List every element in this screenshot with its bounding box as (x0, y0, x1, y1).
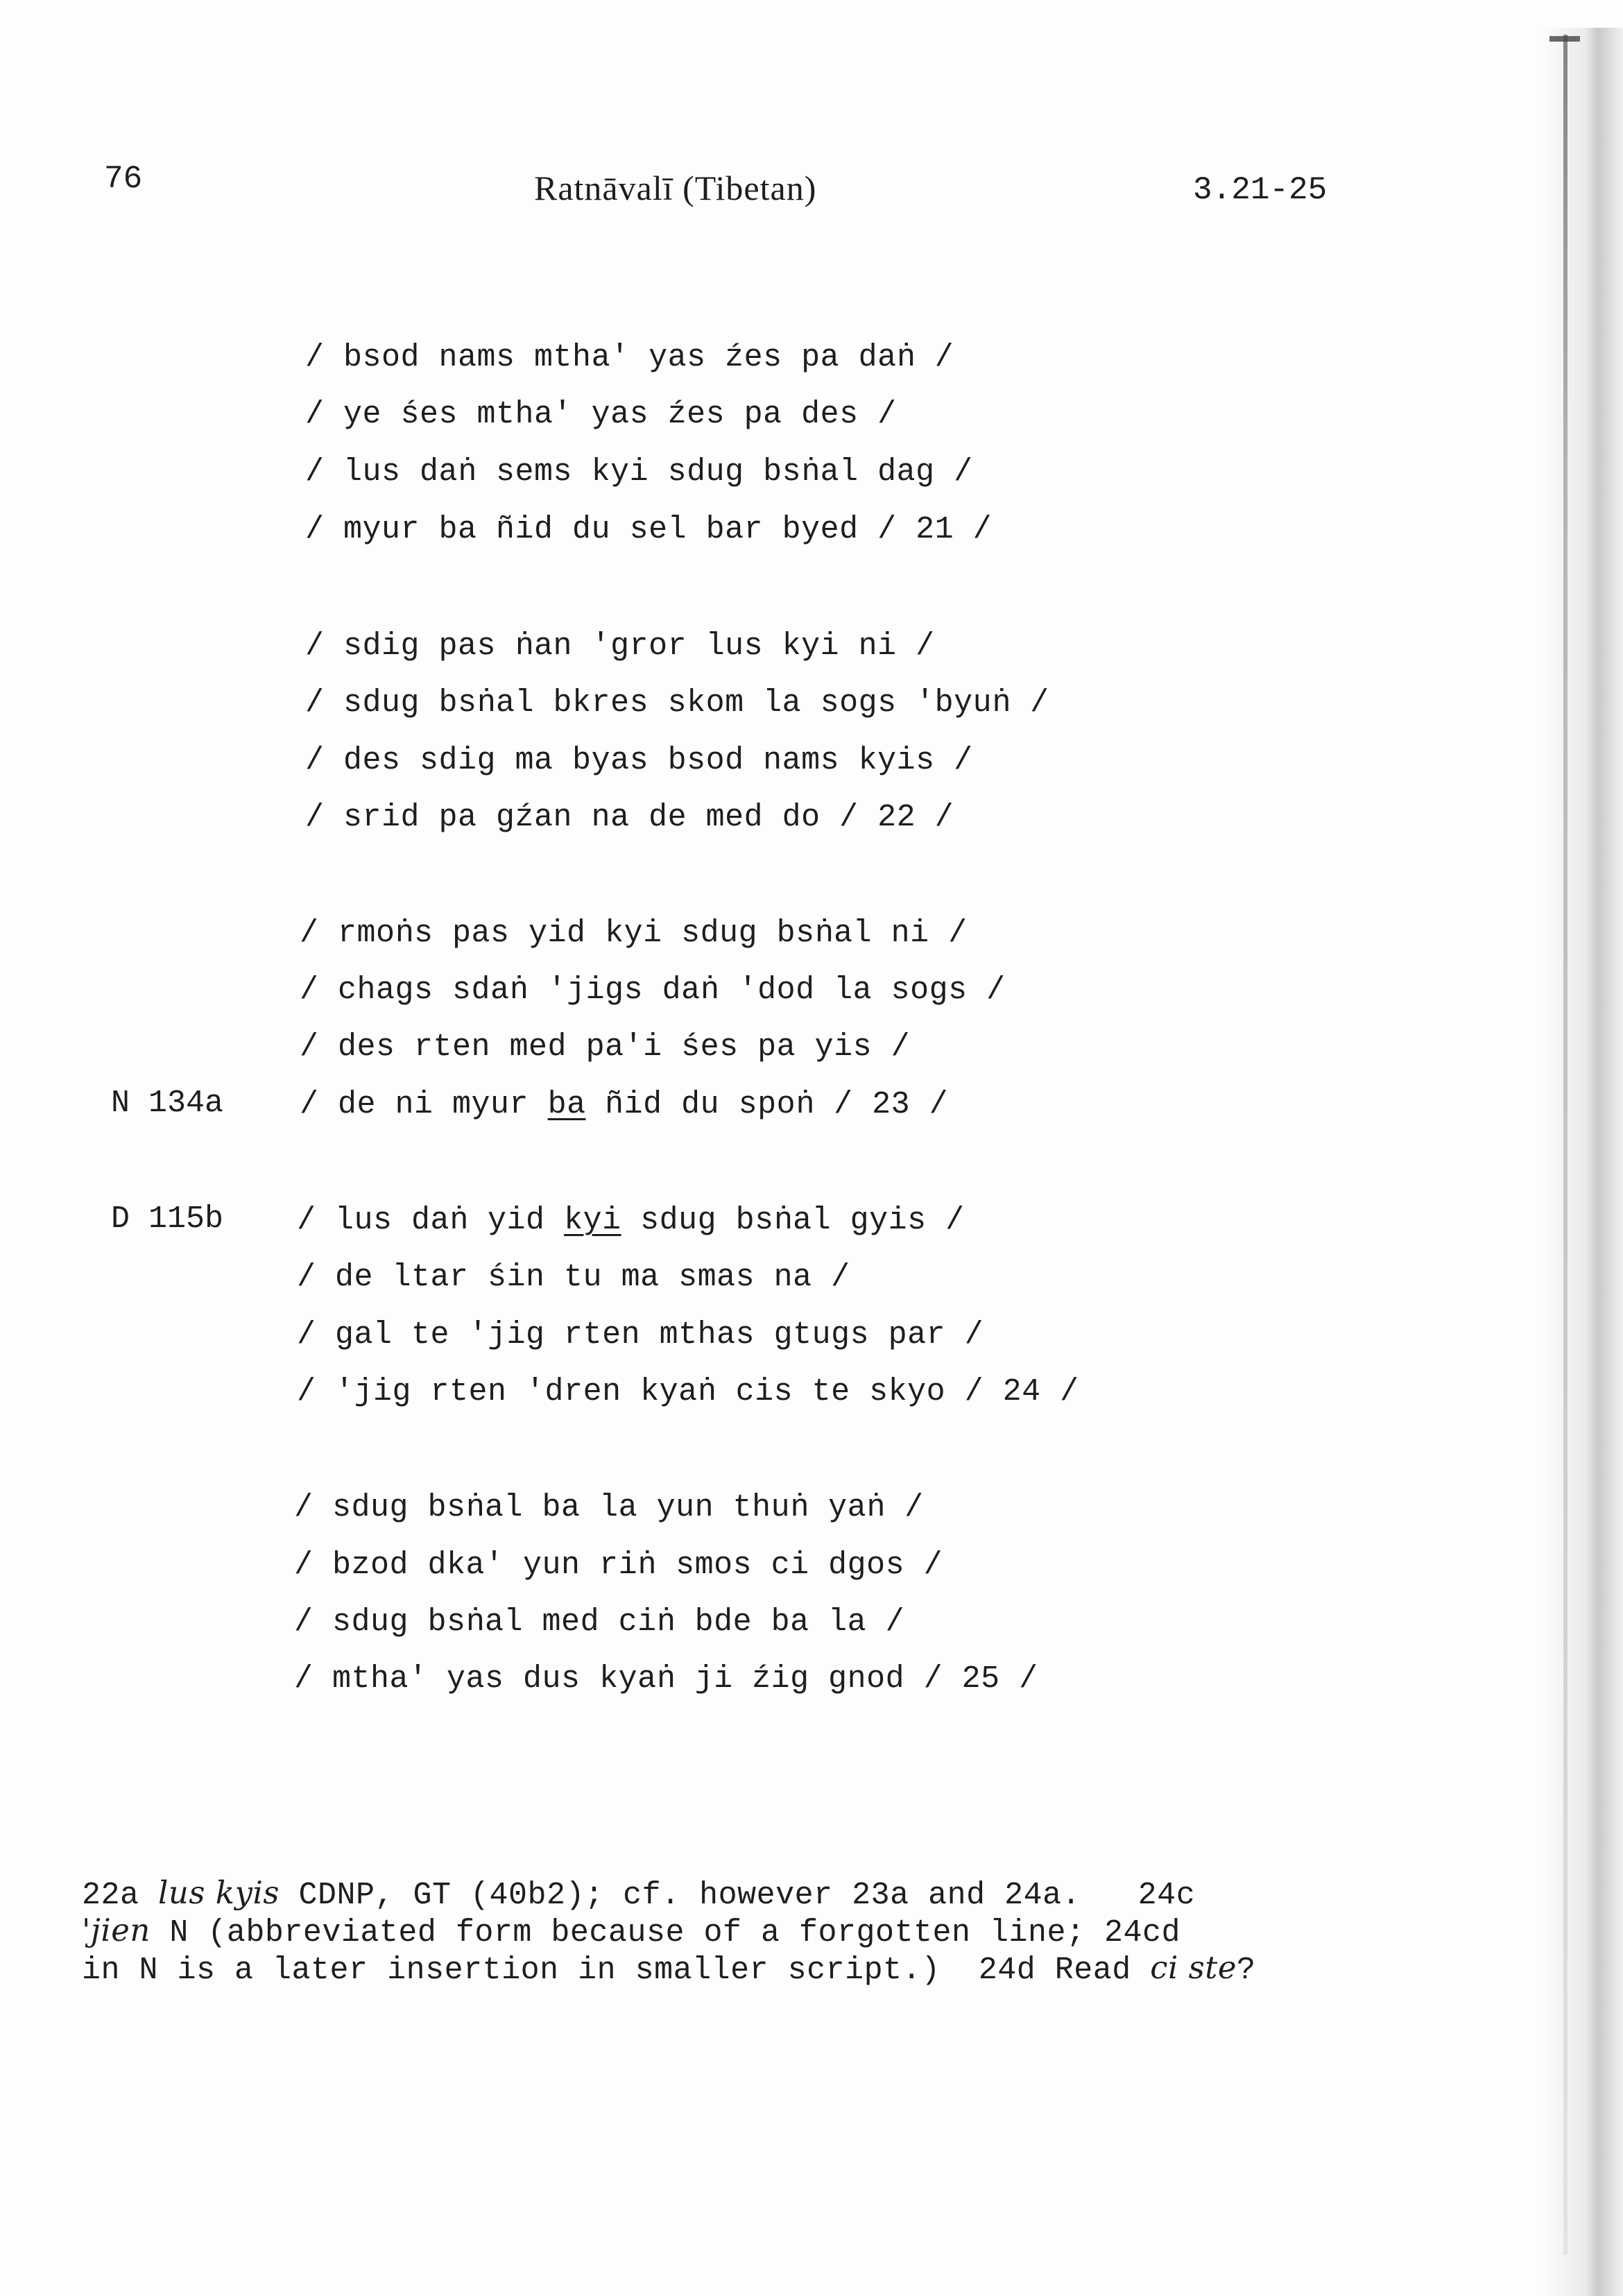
verse-line: / srid pa gźan na de med do / 22 / (305, 800, 954, 835)
margin-folio-reference: N 134a (111, 1086, 224, 1121)
verse-line: / de ni myur ba ñid du spoṅ / 23 / (300, 1087, 949, 1122)
verse-line: / gal te 'jig rten mthas gtugs par / (297, 1317, 984, 1353)
verse-line: / mtha' yas dus kyaṅ ji źig gnod / 25 / (294, 1661, 1038, 1697)
verse-line: / des rten med pa'i śes pa yis / (300, 1029, 911, 1065)
verse-line: / bsod nams mtha' yas źes pa daṅ / (305, 340, 954, 375)
underlined-word: ba (547, 1087, 586, 1122)
section-reference: 3.21-25 (1193, 172, 1328, 208)
verse-line: / rmoṅs pas yid kyi sdug bsṅal ni / (300, 916, 968, 951)
verse-line: / chags sdaṅ 'jigs daṅ 'dod la sogs / (300, 973, 1006, 1008)
verse-line: / sdig pas ṅan 'gror lus kyi ni / (305, 628, 935, 664)
footnote-line: in N is a later insertion in smaller script.) 24d Read ci ste? (82, 1949, 1256, 1988)
page-number: 76 (104, 161, 143, 197)
underlined-word: kyi (564, 1203, 621, 1238)
verse-line: / sdug bsṅal med ciṅ bde ba la / (294, 1604, 905, 1640)
verse-line: / 'jig rten 'dren kyaṅ cis te skyo / 24 / (297, 1374, 1079, 1410)
footnote-line: 22a lus kyis CDNP, GT (40b2); cf. however 23a and 24a. 24c (82, 1874, 1196, 1913)
scan-binding-shadow (1540, 28, 1623, 2296)
margin-folio-reference: D 115b (111, 1201, 224, 1237)
verse-line: / ye śes mtha' yas źes pa des / (305, 397, 897, 432)
verse-line: / myur ba ñid du sel bar byed / 21 / (305, 512, 993, 547)
scan-binding-line (1563, 35, 1568, 2254)
verse-line: / bzod dka' yun riṅ smos ci dgos / (294, 1548, 943, 1583)
verse-line: / lus daṅ yid kyi sdug bsṅal gyis / (297, 1203, 965, 1238)
verse-line: / lus daṅ sems kyi sdug bsṅal dag / (305, 454, 973, 490)
verse-line: / sdug bsṅal ba la yun thuṅ yaṅ / (294, 1490, 924, 1525)
running-title: Ratnāvalī (Tibetan) (534, 169, 817, 207)
footnote-line: 'jien N (abbreviated form because of a forgotten line; 24cd (82, 1912, 1181, 1951)
verse-line: / des sdig ma byas bsod nams kyis / (305, 743, 973, 778)
verse-line: / sdug bsṅal bkres skom la sogs 'byuṅ / (305, 685, 1049, 721)
scan-binding-mark (1549, 36, 1580, 42)
verse-line: / de ltar śin tu ma smas na / (297, 1260, 850, 1295)
